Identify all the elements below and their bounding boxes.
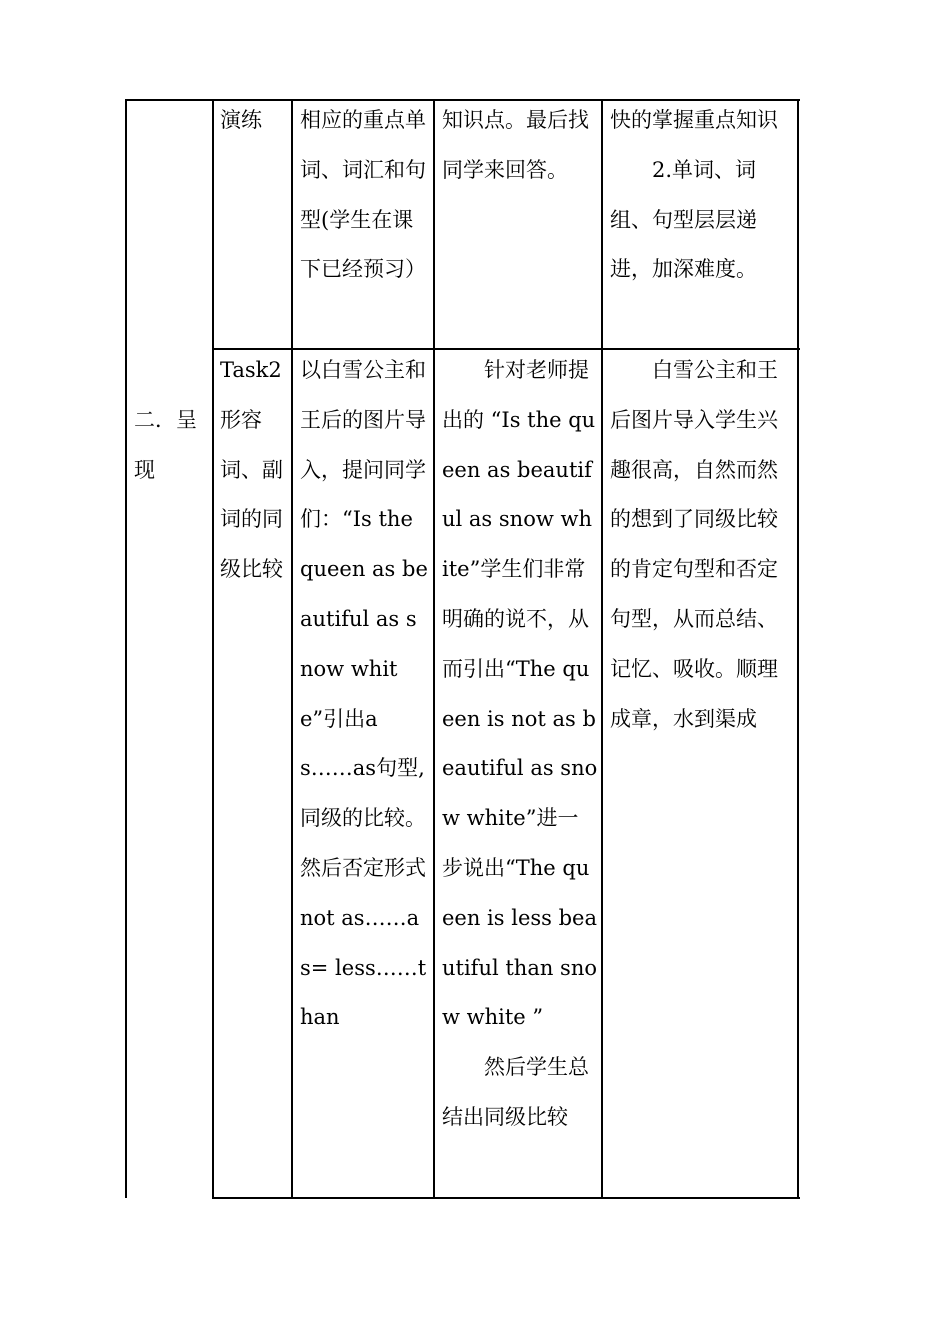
column-divider-3 bbox=[433, 99, 435, 1199]
row2-intent-cell bbox=[610, 346, 794, 744]
row2-student-text-2: 然后学生总结出同级比较 bbox=[442, 1055, 589, 1129]
table-right-border bbox=[797, 99, 799, 1199]
row1-intent-text-2: 2.单词、词组、句型层层递进，加深难度。 bbox=[610, 157, 757, 282]
row2-student-cell bbox=[442, 346, 598, 1143]
row1-intent-text-1: 快的掌握重点知识 bbox=[610, 108, 778, 132]
column-divider-1 bbox=[212, 99, 214, 1199]
row1-student-cell bbox=[442, 96, 596, 196]
row1-activity-text: 演练 bbox=[220, 108, 262, 132]
column-divider-4 bbox=[601, 99, 603, 1199]
row1-student-text: 知识点。最后找同学来回答。 bbox=[442, 108, 589, 182]
row1-activity-cell bbox=[220, 96, 286, 146]
row2-student-text-1: 针对老师提出的 “Is the queen as beautiful as snow white”学生们非常明确的说不，从而引出“The queen is not as beautiful as snow white”进一步说出“The queen is less beautiful than snow white ” bbox=[442, 358, 598, 1030]
row2-teacher-cell bbox=[300, 346, 428, 1043]
row2-teacher-text: 以白雪公主和王后的图片导入，提问同学们：“Is the queen as beautiful as snow white”引出as……as句型,同级的比较。然后否定形式 not as……as= less……than bbox=[300, 358, 428, 1030]
column-divider-2 bbox=[291, 99, 293, 1199]
row2-activity-cell bbox=[220, 346, 286, 595]
row2-intent-text: 白雪公主和王后图片导入学生兴趣很高，自然而然的想到了同级比较的肯定句型和否定句型，从而总结、记忆、吸收。顺理成章，水到渠成 bbox=[610, 358, 778, 731]
table-bottom-border bbox=[212, 1197, 800, 1199]
table-left-border bbox=[125, 99, 127, 1198]
row1-teacher-text: 相应的重点单词、词汇和句型(学生在课下已经预习） bbox=[300, 108, 426, 282]
row2-activity-text: Task2形容词、副词的同级比较 bbox=[220, 358, 283, 582]
row1-intent-cell bbox=[610, 96, 794, 295]
row1-teacher-cell bbox=[300, 96, 428, 295]
section-label-text: 二．呈现 bbox=[134, 408, 197, 482]
section-label bbox=[134, 396, 206, 496]
